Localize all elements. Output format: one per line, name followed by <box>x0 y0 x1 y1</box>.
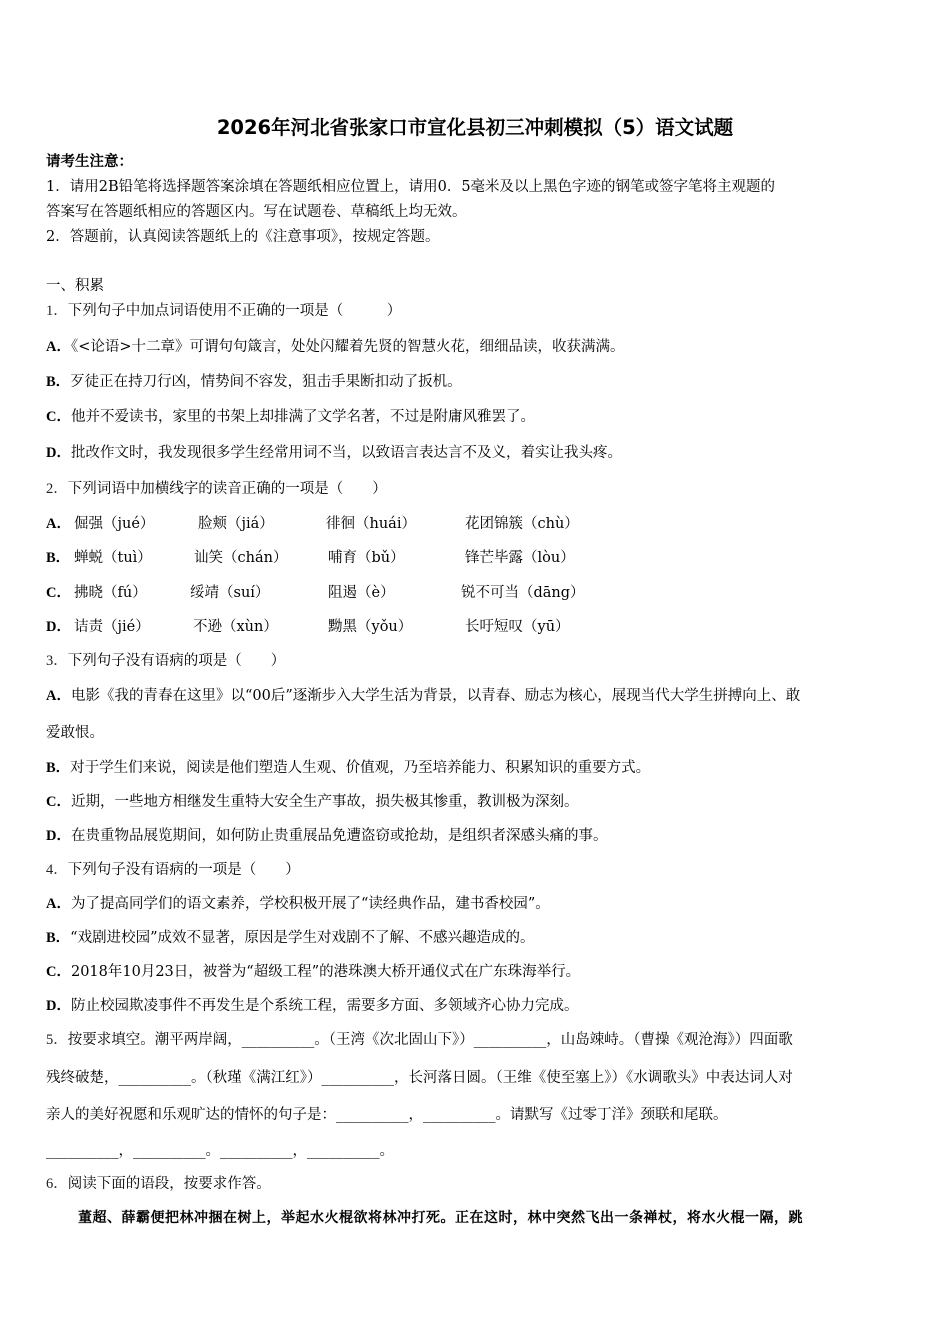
pinyin-item: 拂晓（fú） <box>74 585 147 601</box>
question-4-stem <box>46 860 300 880</box>
option-text: 批改作文时，我发现很多学生经常用词不当，以致语言表达言不及义，着实让我头疼。 <box>70 445 622 461</box>
option-text: 电影《我的青春在这里》以“00后”逐渐步入大学生活为背景，以青春、励志为核心，展现当代大学生拼搏向上、敢 <box>70 688 801 704</box>
q4-option-c[interactable] <box>46 962 580 982</box>
page-title: 2026年河北省张家口市宣化县初三冲刺模拟（5）语文试题 <box>216 116 734 139</box>
pinyin-item: 阻遏（è） <box>328 585 395 601</box>
pinyin-item: 脸颊（jiá） <box>198 516 274 532</box>
question-number: 5． <box>46 1032 68 1048</box>
option-letter: A． <box>46 339 71 355</box>
pinyin-item: 绥靖（suí） <box>190 585 270 601</box>
q1-option-a[interactable] <box>46 337 625 357</box>
option-letter: C． <box>46 794 71 810</box>
question-number: 4． <box>46 862 68 878</box>
q3-option-a-continued: 爱敢恨。 <box>46 725 104 741</box>
question-number: 1． <box>46 303 68 319</box>
pinyin-item: 花团锦簇（chù） <box>465 516 579 532</box>
option-letter: D． <box>46 619 71 635</box>
option-text: 歹徒正在持刀行凶，情势间不容发，狙击手果断扣动了扳机。 <box>70 374 462 390</box>
pinyin-item: 倔强（jué） <box>74 516 155 532</box>
question-number: 6． <box>46 1176 68 1192</box>
option-letter: B． <box>46 760 71 776</box>
question-3-stem <box>46 651 285 671</box>
option-text: 为了提高同学们的语文素养，学校积极开展了“读经典作品，建书香校园”。 <box>70 896 550 912</box>
pinyin-item: 锐不可当（dāng） <box>461 585 585 601</box>
pinyin-item: 讪笑（chán） <box>194 550 288 566</box>
pinyin-item: 哺育（bǔ） <box>328 550 405 566</box>
pinyin-item: 黝黑（yǒu） <box>328 619 413 635</box>
option-text: 对于学生们来说，阅读是他们塑造人生观、价值观，乃至培养能力、积累知识的重要方式。 <box>70 760 651 776</box>
option-text: 他并不爱读书，家里的书架上却排满了文学名著，不过是附庸风雅罢了。 <box>70 409 535 425</box>
question-text: 下列词语中加横线字的读音正确的一项是（ ） <box>67 481 387 497</box>
pinyin-item: 徘徊（huái） <box>326 516 416 532</box>
pinyin-item: 长吁短叹（yū） <box>465 619 570 635</box>
option-letter: C． <box>46 964 71 980</box>
question-number: 3． <box>46 653 68 669</box>
option-text: 在贵重物品展览期间，如何防止贵重展品免遭盗窃或抢劫，是组织者深感头痛的事。 <box>70 828 608 844</box>
notice-line-2: 答案写在答题纸相应的答题区内。写在试题卷、草稿纸上均无效。 <box>46 204 467 220</box>
option-text: 2018年10月23日，被誉为“超级工程”的港珠澳大桥开通仪式在广东珠海举行。 <box>70 964 581 980</box>
question-5-line-3: 亲人的美好祝愿和乐观旷达的情怀的句子是：__________，__________。请默写《过零丁洋》颈联和尾联。 <box>46 1107 728 1123</box>
q3-option-d[interactable] <box>46 826 607 846</box>
q3-option-b[interactable] <box>46 758 650 778</box>
notice-line-1: 1．请用2B铅笔将选择题答案涂填在答题纸相应位置上，请用0．5毫米及以上黑色字迹的钢笔或签字笔将主观题的 <box>46 179 776 195</box>
option-letter: B． <box>46 930 71 946</box>
option-text: “戏剧进校园”成效不显著，原因是学生对戏剧不了解、不感兴趣造成的。 <box>70 930 535 946</box>
q1-option-d[interactable] <box>46 443 622 463</box>
option-text: 近期，一些地方相继发生重特大安全生产事故，损失极其惨重，教训极为深刻。 <box>70 794 579 810</box>
option-letter: D． <box>46 998 71 1014</box>
question-text: 下列句子没有语病的一项是（ ） <box>67 862 300 878</box>
notice-line-3: 2．答题前，认真阅读答题纸上的《注意事项》，按规定答题。 <box>46 229 440 245</box>
question-text: 阅读下面的语段，按要求作答。 <box>67 1176 271 1192</box>
question-5-blanks: __________，__________。__________，__________。 <box>46 1143 394 1159</box>
pinyin-item: 蝉蜕（tuì） <box>74 550 152 566</box>
pinyin-item: 诘责（jié） <box>74 619 150 635</box>
q4-option-a[interactable] <box>46 894 550 914</box>
pinyin-item: 不逊（xùn） <box>193 619 278 635</box>
q1-option-c[interactable] <box>46 407 535 427</box>
option-text: 防止校园欺凌事件不再发生是个系统工程，需要多方面、多领域齐心协力完成。 <box>70 998 579 1014</box>
question-2-stem <box>46 479 387 499</box>
question-5-line-2: 残终破楚，__________。（秋瑾《满江红》）__________，长河落日圆。（王维《使至塞上》）《水调歌头》中表达词人对 <box>46 1070 793 1086</box>
option-letter: C． <box>46 409 71 425</box>
question-text: 下列句子没有语病的项是（ ） <box>67 653 286 669</box>
pinyin-item: 锋芒毕露（lòu） <box>465 550 575 566</box>
option-letter: A． <box>46 688 71 704</box>
notice-heading: 请考生注意： <box>46 153 133 170</box>
q3-option-c[interactable] <box>46 792 578 812</box>
q4-option-d[interactable] <box>46 996 578 1016</box>
question-text: 下列句子中加点词语使用不正确的一项是（ ） <box>67 303 402 319</box>
option-letter: A． <box>46 896 71 912</box>
section-heading: 一、积累 <box>46 278 104 294</box>
question-5-line-1 <box>46 1030 793 1050</box>
q4-option-b[interactable] <box>46 928 535 948</box>
reading-passage: 董超、薛霸便把林冲捆在树上，举起水火棍欲将林冲打死。正在这时，林中突然飞出一条禅杖，将水火棍一隔，跳 <box>78 1210 803 1226</box>
question-text: 按要求填空。潮平两岸阔，__________。（王湾《次北固山下》）__________，山岛竦峙。（曹操《观沧海》）四面歌 <box>67 1032 793 1048</box>
option-letter: C． <box>46 585 71 601</box>
option-text: 《<论语>十二章》可谓句句箴言，处处闪耀着先贤的智慧火花，细细品读，收获满满。 <box>70 339 625 355</box>
option-letter: B． <box>46 374 71 390</box>
option-letter: D． <box>46 445 71 461</box>
q1-option-b[interactable] <box>46 372 462 392</box>
option-letter: A． <box>46 516 71 532</box>
question-6-stem <box>46 1174 271 1194</box>
option-letter: B． <box>46 550 71 566</box>
q3-option-a[interactable] <box>46 686 800 706</box>
question-number: 2． <box>46 481 68 497</box>
option-letter: D． <box>46 828 71 844</box>
question-1-stem <box>46 301 401 321</box>
